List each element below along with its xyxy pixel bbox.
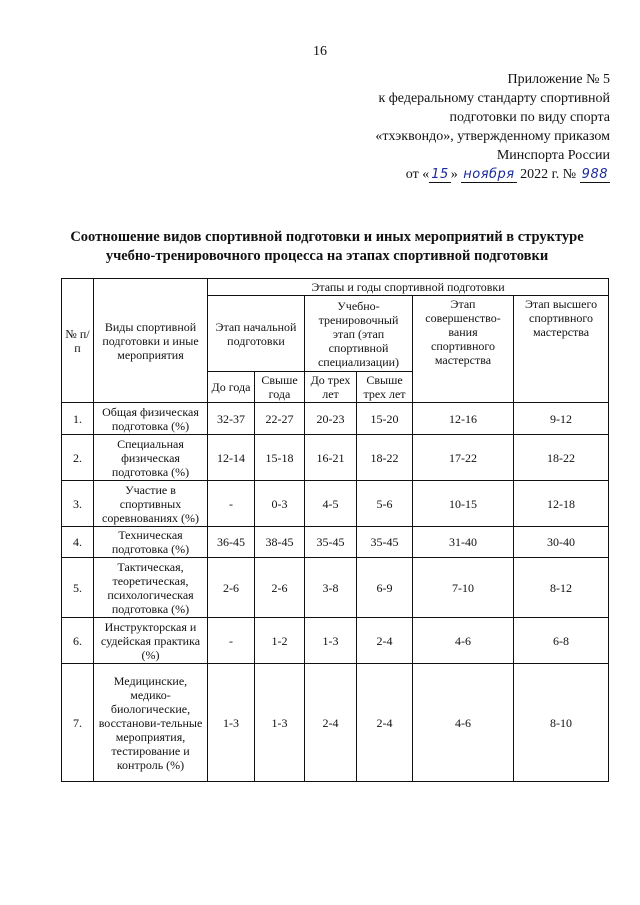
document-title: [40, 228, 614, 266]
cell-value: 12-16: [413, 403, 514, 435]
cell-value: -: [208, 481, 255, 527]
training-ratio-table: [61, 278, 609, 782]
cell-value: 17-22: [413, 435, 514, 481]
appendix-line: подготовки по виду спорта: [449, 110, 610, 125]
cell-value: 35-45: [357, 527, 413, 558]
row-activity: Участие в спортивных соревнованиях (%): [94, 481, 208, 527]
row-activity: Общая физическая подготовка (%): [94, 403, 208, 435]
row-activity: Медицинские, медико-биологические, восстанови-тельные мероприятия, тестирование и контроль (%): [94, 664, 208, 782]
table-row: [62, 481, 609, 527]
row-num: 4.: [62, 527, 94, 558]
cell-value: 22-27: [255, 403, 305, 435]
cell-value: 1-2: [255, 618, 305, 664]
cell-value: 5-6: [357, 481, 413, 527]
cell-value: 36-45: [208, 527, 255, 558]
order-year: 2022 г. №: [520, 167, 577, 182]
table-row: [62, 403, 609, 435]
cell-value: 31-40: [413, 527, 514, 558]
row-activity: Инструкторская и судейская практика (%): [94, 618, 208, 664]
table-row: [62, 618, 609, 664]
cell-value: 18-22: [357, 435, 413, 481]
cell-value: 0-3: [255, 481, 305, 527]
cell-value: 1-3: [208, 664, 255, 782]
cell-value: 1-3: [305, 618, 357, 664]
header-sub-training-1: До трех лет: [305, 372, 357, 403]
table-row: [62, 527, 609, 558]
header-stage-improvement: Этап совершенство-вания спортивного мастерства: [413, 296, 514, 403]
header-sub-initial-2: Свыше года: [255, 372, 305, 403]
row-activity: Техническая подготовка (%): [94, 527, 208, 558]
order-month: ноября: [463, 167, 515, 182]
cell-value: 12-18: [514, 481, 609, 527]
table-row: [62, 558, 609, 618]
cell-value: 9-12: [514, 403, 609, 435]
row-activity: Специальная физическая подготовка (%): [94, 435, 208, 481]
page-number: 16: [313, 44, 327, 59]
cell-value: 38-45: [255, 527, 305, 558]
cell-value: 20-23: [305, 403, 357, 435]
row-num: 6.: [62, 618, 94, 664]
header-sub-initial-1: До года: [208, 372, 255, 403]
row-num: 2.: [62, 435, 94, 481]
appendix-line: к федеральному стандарту спортивной: [378, 91, 610, 106]
cell-value: 2-4: [357, 618, 413, 664]
order-number: 988: [581, 167, 608, 182]
title-line-1: Соотношение видов спортивной подготовки и иных мероприятий в структуре: [70, 229, 584, 245]
order-sep: »: [450, 167, 458, 182]
cell-value: 7-10: [413, 558, 514, 618]
cell-value: 32-37: [208, 403, 255, 435]
cell-value: 4-6: [413, 618, 514, 664]
appendix-line: Приложение № 5: [507, 72, 610, 87]
appendix-line: «тхэквондо», утвержденному приказом: [375, 129, 610, 144]
header-stage-training: Учебно-тренировочный этап (этап спортивной специализации): [305, 296, 413, 372]
header-stages-group: Этапы и годы спортивной подготовки: [208, 279, 609, 296]
cell-value: 18-22: [514, 435, 609, 481]
cell-value: 8-12: [514, 558, 609, 618]
cell-value: 1-3: [255, 664, 305, 782]
cell-value: 3-8: [305, 558, 357, 618]
cell-value: 10-15: [413, 481, 514, 527]
appendix-line: Минспорта России: [496, 148, 610, 163]
cell-value: 2-4: [357, 664, 413, 782]
cell-value: 6-9: [357, 558, 413, 618]
row-activity: Тактическая, теоретическая, психологическая подготовка (%): [94, 558, 208, 618]
row-num: 5.: [62, 558, 94, 618]
cell-value: 15-18: [255, 435, 305, 481]
row-num: 1.: [62, 403, 94, 435]
header-sub-training-2: Свыше трех лет: [357, 372, 413, 403]
cell-value: 12-14: [208, 435, 255, 481]
row-num: 3.: [62, 481, 94, 527]
cell-value: -: [208, 618, 255, 664]
cell-value: 35-45: [305, 527, 357, 558]
order-day: 15: [431, 167, 449, 182]
cell-value: 15-20: [357, 403, 413, 435]
cell-value: 2-4: [305, 664, 357, 782]
cell-value: 2-6: [208, 558, 255, 618]
header-stage-higher: Этап высшего спортивного мастерства: [514, 296, 609, 403]
order-line: [310, 165, 610, 184]
cell-value: 4-6: [413, 664, 514, 782]
cell-value: 8-10: [514, 664, 609, 782]
order-prefix: от «: [405, 167, 430, 182]
header-stage-initial: Этап начальной подготовки: [208, 296, 305, 372]
header-activity: Виды спортивной подготовки и иные мероприятия: [94, 279, 208, 403]
title-line-2: учебно-тренировочного процесса на этапах спортивной подготовки: [105, 248, 549, 264]
table-row: [62, 435, 609, 481]
appendix-block: [310, 70, 610, 184]
header-num: № п/п: [62, 279, 94, 403]
cell-value: 6-8: [514, 618, 609, 664]
cell-value: 16-21: [305, 435, 357, 481]
row-num: 7.: [62, 664, 94, 782]
cell-value: 2-6: [255, 558, 305, 618]
cell-value: 4-5: [305, 481, 357, 527]
cell-value: 30-40: [514, 527, 609, 558]
table-row: [62, 664, 609, 782]
